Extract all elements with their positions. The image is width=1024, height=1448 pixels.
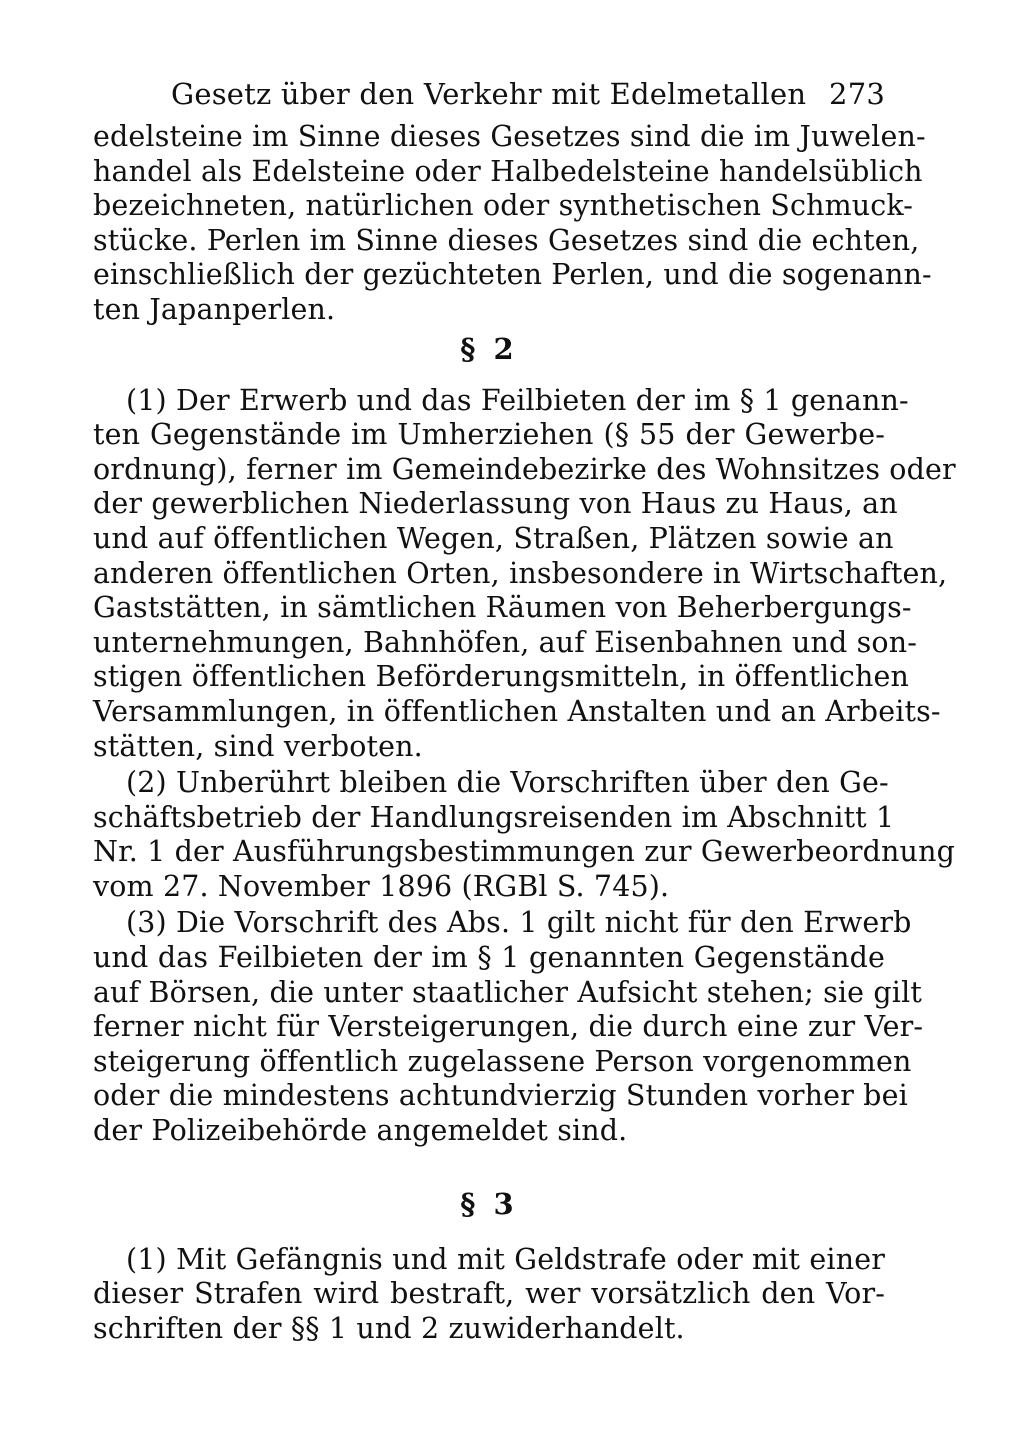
text-line: dieser Strafen wird bestraft, wer vorsätzlich den Vor- <box>93 1277 885 1311</box>
text-line: (1) Der Erwerb und das Feilbieten der im § 1 genann- <box>126 383 909 417</box>
text-line: (1) Mit Gefängnis und mit Geldstrafe oder mit einer <box>126 1242 885 1276</box>
text-line: vom 27. November 1896 (RGBl S. 745). <box>93 869 670 903</box>
text-line: stigen öffentlichen Beförderungsmitteln, in öffentlichen <box>93 660 910 694</box>
page-number: 273 <box>829 77 885 111</box>
section-2-paragraph-3 <box>93 906 924 1148</box>
text-line: ordnung), ferner im Gemeindebezirke des Wohnsitzes oder <box>93 452 956 486</box>
text-line: ten Japanperlen. <box>93 292 336 326</box>
text-line: der Polizeibehörde angemeldet sind. <box>93 1114 628 1148</box>
text-line: unternehmungen, Bahnhöfen, auf Eisenbahnen und son- <box>93 625 917 659</box>
text-line: (2) Unberührt bleiben die Vorschriften über den Ge- <box>126 766 889 800</box>
text-line: steigerung öffentlich zugelassene Person vorgenommen <box>93 1044 912 1078</box>
document-page <box>93 72 956 1346</box>
section-2-paragraph-2 <box>93 766 955 904</box>
text-line: und das Feilbieten der im § 1 genannten Gegenstände <box>93 941 885 975</box>
text-line: der gewerblichen Niederlassung von Haus zu Haus, an <box>93 487 898 521</box>
text-line: ten Gegenstände im Umherziehen (§ 55 der Gewerbe- <box>93 418 885 452</box>
text-line: schriften der §§ 1 und 2 zuwiderhandelt. <box>93 1311 685 1345</box>
section-2-paragraph-1 <box>93 383 956 765</box>
section-3-heading: § 3 <box>460 1186 518 1221</box>
text-line: schäftsbetrieb der Handlungsreisenden im Abschnitt 1 <box>93 800 895 834</box>
running-header <box>93 72 885 120</box>
text-line: oder die mindestens achtundvierzig Stunden vorher bei <box>93 1079 908 1113</box>
text-line: und auf öffentlichen Wegen, Straßen, Plätzen sowie an <box>93 521 894 555</box>
section-3-paragraph-1 <box>93 1243 885 1347</box>
text-line: bezeichneten, natürlichen oder synthetischen Schmuck- <box>93 189 914 223</box>
text-line: Nr. 1 der Ausführungsbestimmungen zur Gewerbeordnung <box>93 835 955 869</box>
opening-paragraph <box>93 120 932 328</box>
text-line: ferner nicht für Versteigerungen, die durch eine zur Ver- <box>93 1010 924 1044</box>
text-line: stätten, sind verboten. <box>93 729 423 763</box>
text-line: anderen öffentlichen Orten, insbesondere in Wirtschaften, <box>93 556 948 590</box>
text-line: Gaststätten, in sämtlichen Räumen von Beherbergungs- <box>93 591 912 625</box>
text-line: Versammlungen, in öffentlichen Anstalten und an Arbeits- <box>93 694 941 728</box>
text-line: auf Börsen, die unter staatlicher Aufsicht stehen; sie gilt <box>93 975 922 1009</box>
running-header-title: Gesetz über den Verkehr mit Edelmetallen <box>171 77 807 111</box>
text-line: handel als Edelsteine oder Halbedelsteine handelsüblich <box>93 154 923 188</box>
text-line: stücke. Perlen im Sinne dieses Gesetzes sind die echten, <box>93 223 920 257</box>
text-line: edelsteine im Sinne dieses Gesetzes sind die im Juwelen- <box>93 120 926 153</box>
text-line: (3) Die Vorschrift des Abs. 1 gilt nicht für den Erwerb <box>126 906 912 940</box>
section-2-heading: § 2 <box>460 331 518 366</box>
text-line: einschließlich der gezüchteten Perlen, und die sogenann- <box>93 258 932 292</box>
